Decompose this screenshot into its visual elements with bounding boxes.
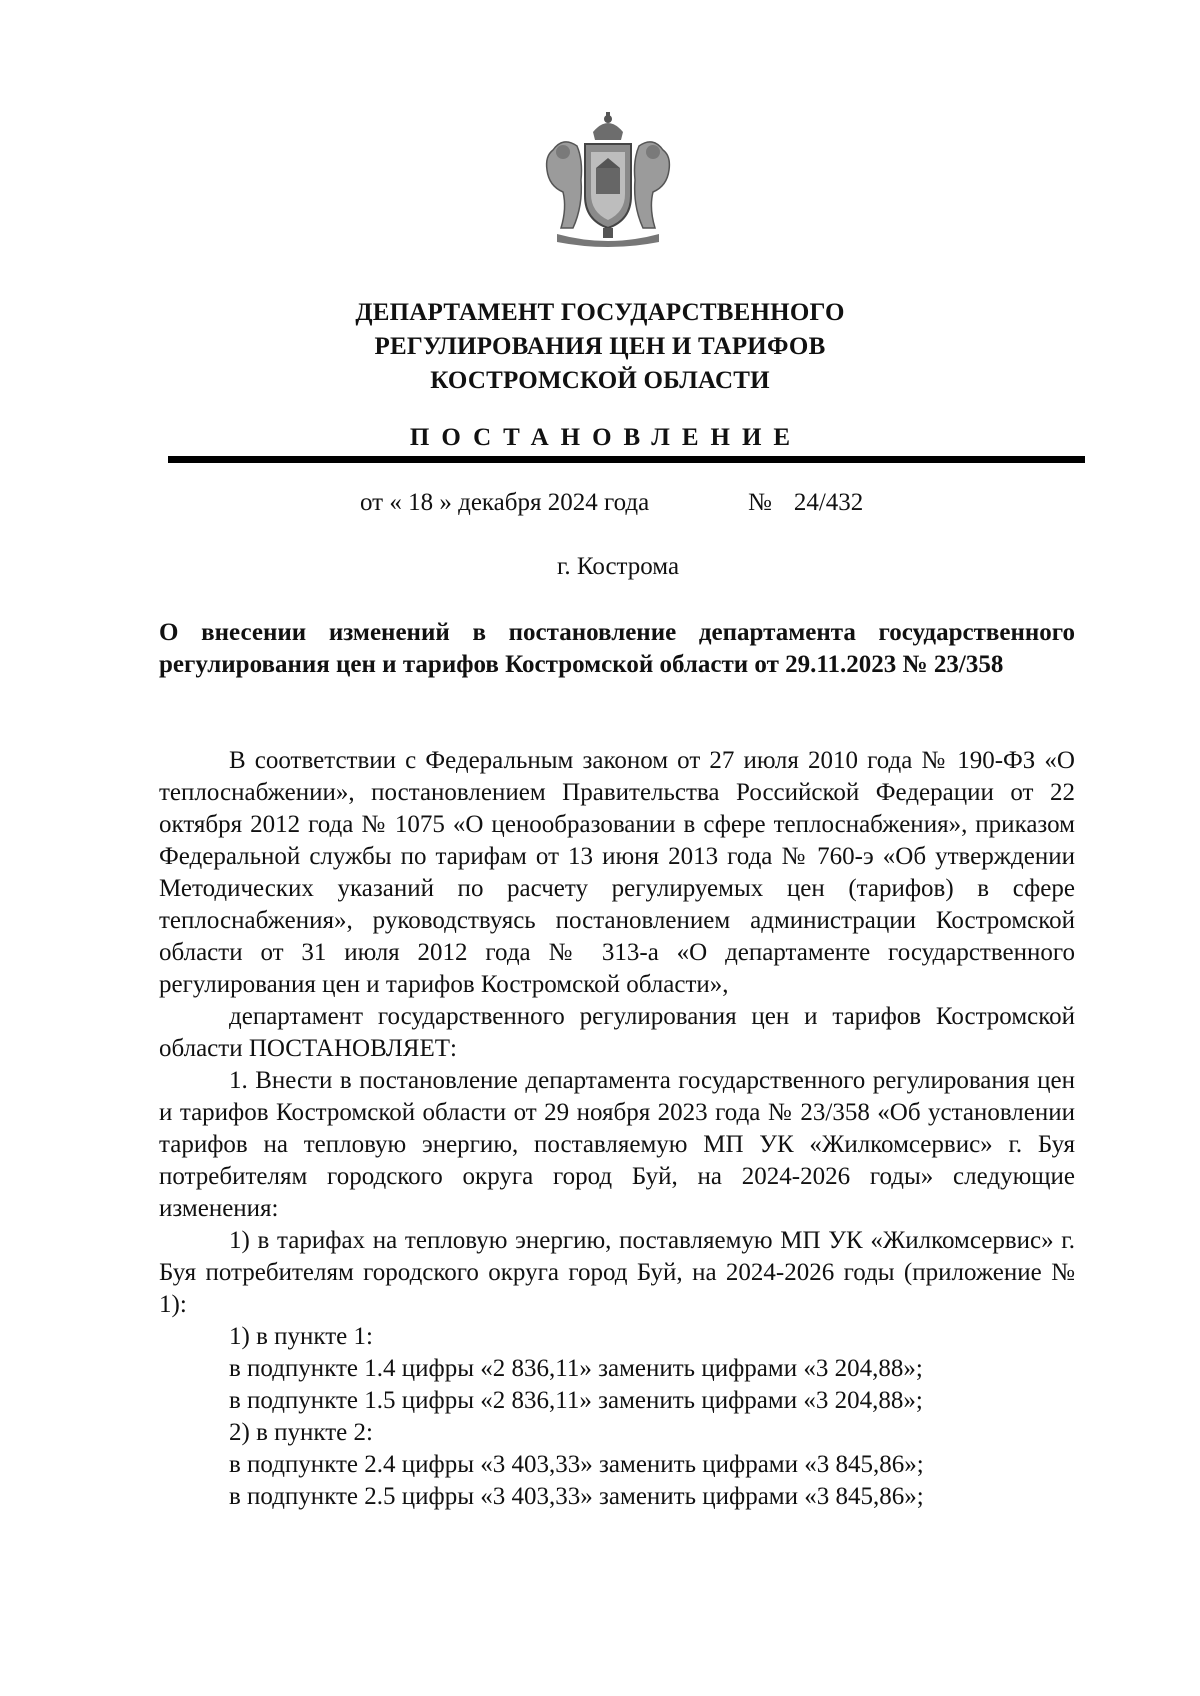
body-paragraph: 1. Внести в постановление департамента государственного регулирования цен и тарифов Костромской области от 29 ноября 2023 года № 23/358 «Об установлении тарифов на тепловую энергию, поставляемую МП УК «Жилкомсервис» г. Буя потребителям городского округа город Буй, на 2024-2026 годы» следующие изменения: (159, 1067, 1075, 1222)
body-line: в подпункте 2.5 цифры «3 403,33» заменить цифрами «3 845,86»; (229, 1483, 924, 1510)
body-line: 2) в пункте 2: (229, 1419, 373, 1446)
number-sign: № (748, 489, 772, 516)
body-line: 1) в пункте 1: (229, 1323, 373, 1350)
body-paragraph: департамент государственного регулирования цен и тарифов Костромской области ПОСТАНОВЛЯЕТ: (159, 1003, 1075, 1062)
coat-of-arms-icon (533, 110, 683, 250)
body-paragraph: В соответствии с Федеральным законом от 27 июля 2010 года № 190-ФЗ «О теплоснабжении», постановлением Правительства Российской Федерации от 22 октября 2012 года № 1075 «О ценообразовании в сфере теплоснабжения», приказом Федеральной службы по тарифам от 13 июня 2013 года № 760-э «Об утверждении Методических указаний по расчету регулируемых цен (тарифов) в сфере теплоснабжения», руководствуясь постановлением администрации Костромской области от 31 июля 2012 года № 313-а «О департаменте государственного регулирования цен и тарифов Костромской области», (159, 747, 1075, 998)
body-line: в подпункте 1.4 цифры «2 836,11» заменить цифрами «3 204,88»; (229, 1355, 923, 1382)
document-body (159, 745, 1075, 1513)
document-subject: О внесении изменений в постановление департамента государственного регулирования цен и тарифов Костромской области от 29.11.2023 № 23/358 (159, 619, 1075, 678)
header-line-2: РЕГУЛИРОВАНИЯ ЦЕН И ТАРИФОВ (374, 333, 826, 360)
document-number (748, 489, 863, 517)
document-city: г. Кострома (556, 553, 680, 580)
header-line-3: КОСТРОМСКОЙ ОБЛАСТИ (430, 367, 770, 394)
body-line: в подпункте 1.5 цифры «2 836,11» заменить цифрами «3 204,88»; (229, 1387, 923, 1414)
document-date: от « 18 » декабря 2024 года (360, 489, 650, 516)
header-divider (168, 456, 1085, 463)
number-value: 24/432 (793, 489, 864, 516)
body-paragraph: 1) в тарифах на тепловую энергию, поставляемую МП УК «Жилкомсервис» г. Буя потребителям городского округа город Буй, на 2024-2026 годы (приложение № 1): (159, 1227, 1075, 1318)
header-line-1: ДЕПАРТАМЕНТ ГОСУДАРСТВЕННОГО (355, 299, 845, 326)
body-line: в подпункте 2.4 цифры «3 403,33» заменить цифрами «3 845,86»; (229, 1451, 924, 1478)
document-type-title: ПОСТАНОВЛЕНИЕ (409, 424, 803, 451)
department-header (0, 296, 1200, 398)
